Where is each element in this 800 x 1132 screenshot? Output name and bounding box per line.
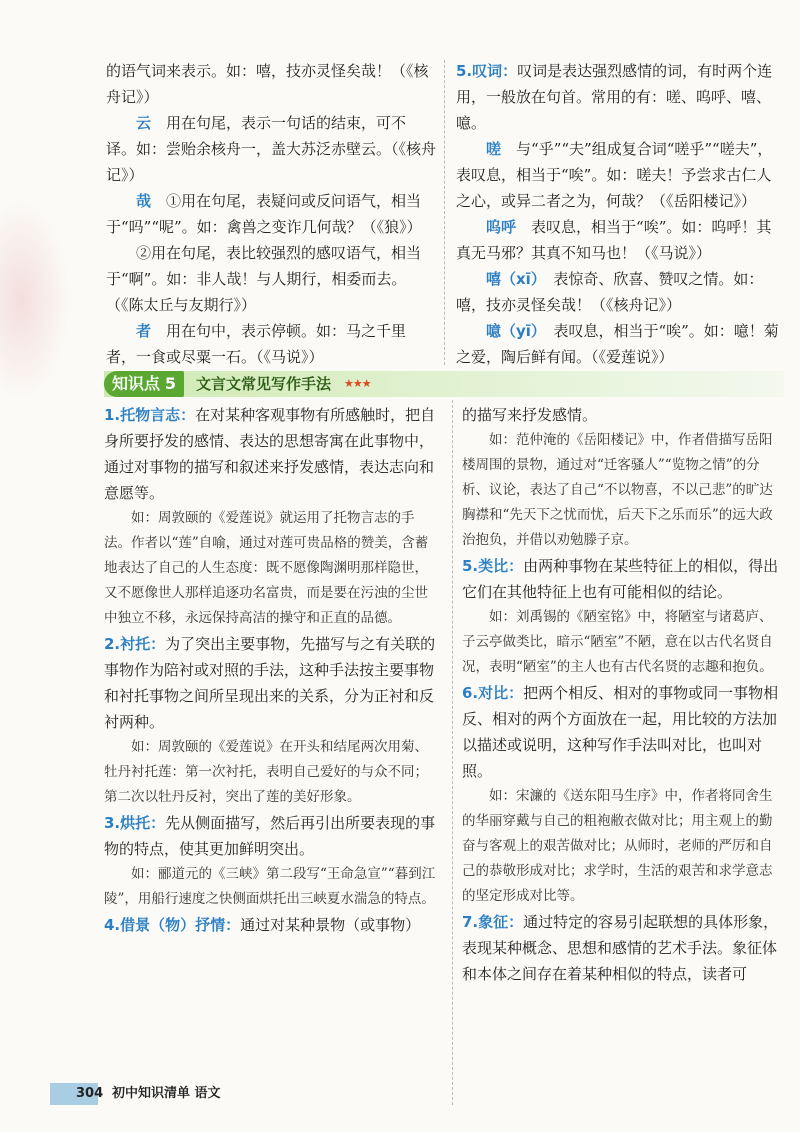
- section-item: [462, 680, 784, 784]
- keyword-term: 嘻（xī）: [486, 270, 539, 288]
- section-text: 叹词是表达强烈感情的词，有时两个连用，一般放在句首。常用的有：嗟、呜呼、嘻、噫。: [456, 62, 773, 132]
- paragraph: [456, 266, 786, 318]
- example-paragraph: 如：郦道元的《三峡》第二段写“王命急宣”“暮到江陵”，用船行速度之快侧面烘托出三峡夏水湍急的特点。: [104, 866, 436, 907]
- section-text: 在对某种客观事物有所感触时，把自身所要抒发的感情、表达的思想寄寓在此事物中，通过对事物的描写和叙述来抒发感情，表达志向和意愿等。: [104, 406, 436, 502]
- paragraph: [106, 110, 436, 188]
- section-text: 通过对某种景物（或事物）: [240, 916, 421, 934]
- section-heading: 3.烘托：: [104, 814, 166, 832]
- top-right-column: [456, 58, 786, 370]
- keyword-term: 嗟: [486, 140, 502, 158]
- keyword-term: 云: [136, 114, 152, 132]
- column-divider: [452, 400, 453, 1105]
- section-title: 文言文常见写作手法: [196, 375, 332, 393]
- section-item: [104, 810, 440, 862]
- section-item: [462, 909, 784, 987]
- section-text: 由两种事物在某些特征上的相似，得出它们在其他特征上也有可能相似的结论。: [462, 557, 779, 601]
- paragraph-text: 与“乎”“夫”组成复合词“嗟乎”“嗟夫”，表叹息，相当于“唉”。如：嗟夫！予尝求古仁人之心，或异二者之为，何哉？（《岳阳楼记》）: [456, 140, 773, 210]
- section-text: 先从侧面描写，然后再引出所要表现的事物的特点，使其更加鲜明突出。: [104, 814, 436, 858]
- example-paragraph: 如：范仲淹的《岳阳楼记》中，作者借描写岳阳楼周围的景物，通过对“迁客骚人”“览物之情”的分析、议论，表达了自己“不以物喜，不以己悲”的旷达胸襟和“先天下之忧而忧，后天下之乐而乐”的远大政治抱负，并借以劝勉滕子京。: [462, 432, 773, 548]
- book-title: 初中知识清单 语文: [112, 1086, 221, 1101]
- paragraph: 的描写来抒发感情。: [462, 406, 598, 424]
- paragraph-text: 用在句中，表示停顿。如：马之千里者，一食或尽粟一石。（《马说》）: [106, 322, 407, 366]
- section-item: [104, 912, 440, 938]
- bottom-right-column: [462, 402, 784, 987]
- section-item: [456, 58, 786, 136]
- section-heading: 2.衬托：: [104, 635, 166, 653]
- bottom-left-column: [104, 402, 440, 938]
- section-item: [462, 553, 784, 605]
- paragraph: [456, 136, 786, 214]
- example-paragraph: 如：周敦颐的《爱莲说》在开头和结尾两次用菊、牡丹衬托莲：第一次衬托，表明自己爱好的与众不同；第二次以牡丹反衬，突出了莲的美好形象。: [104, 739, 428, 805]
- section-heading: 4.借景（物）抒情：: [104, 916, 241, 934]
- column-divider: [444, 60, 445, 365]
- section-item: [104, 631, 440, 735]
- keyword-term: 呜呼: [486, 218, 517, 236]
- example-paragraph: 如：刘禹锡的《陋室铭》中，将陋室与诸葛庐、子云亭做类比，暗示“陋室”不陋，意在以古代名贤自况，表明“陋室”的主人也有古代名贤的志趣和抱负。: [462, 609, 773, 675]
- keyword-term: 哉: [136, 192, 152, 210]
- paragraph: [456, 214, 786, 266]
- badge-number: 5: [164, 374, 177, 393]
- paragraph-text: 表惊奇、欣喜、赞叹之情。如：嘻，技亦灵怪矣哉！（《核舟记》）: [456, 270, 764, 314]
- example-paragraph: 如：周敦颐的《爱莲说》就运用了托物言志的手法。作者以“莲”自喻，通过对莲可贵品格的赞美，含蓄地表达了自己的人生态度：既不愿像陶渊明那样隐世，又不愿像世人那样追逐功名富贵，而是要在污浊的尘世中独立不移，永远保持高洁的操守和正直的品德。: [104, 510, 429, 626]
- section-heading: 1.托物言志：: [104, 406, 196, 424]
- paragraph-text: ①用在句尾，表疑问或反问语气，相当于“吗”“呢”。如：禽兽之变诈几何哉？（《狼》）: [106, 192, 422, 236]
- section-text: 通过特定的容易引起联想的具体形象，表现某种概念、思想和感情的艺术手法。象征体和本体之间存在着某种相似的特点，读者可: [462, 913, 779, 983]
- section-text: 为了突出主要事物，先描写与之有关联的事物作为陪衬或对照的手法，这种手法按主要事物和衬托事物之间所呈现出来的关系，分为正衬和反衬两种。: [104, 635, 436, 731]
- paragraph: [106, 318, 436, 370]
- paragraph: [456, 318, 786, 370]
- side-decoration: [0, 200, 70, 400]
- example-paragraph: 如：宋濂的《送东阳马生序》中，作者将同舍生的华丽穿戴与自己的粗袍敝衣做对比；用主观上的勤奋与客观上的艰苦做对比；从师时，老师的严厉和自己的恭敬形成对比；求学时，生活的艰苦和求学意志的坚定形成对比等。: [462, 788, 773, 904]
- page-number: 304: [76, 1086, 104, 1101]
- difficulty-stars: ★★★: [344, 377, 371, 390]
- badge-prefix: 知识点: [111, 374, 160, 393]
- paragraph-text: 用在句尾，表示一句话的结束，可不译。如：尝贻余核舟一，盖大苏泛赤壁云。（《核舟记》）: [106, 114, 437, 184]
- knowledge-point-badge: [104, 371, 184, 397]
- section-heading: 7.象征：: [462, 913, 524, 931]
- section-item: [104, 402, 440, 506]
- section-text: 把两个相反、相对的事物或同一事物相反、相对的两个方面放在一起，用比较的方法加以描述或说明，这种写作手法叫对比，也叫对照。: [462, 684, 779, 780]
- section-heading: 5.叹词：: [456, 62, 518, 80]
- paragraph: [106, 188, 436, 240]
- section-heading: 6.对比：: [462, 684, 524, 702]
- paragraph-text: 表叹息，相当于“唉”。如：呜呼！其真无马邪？其真不知马也！（《马说》）: [456, 218, 772, 262]
- paragraph: ②用在句尾，表比较强烈的感叹语气，相当于“啊”。如：非人哉！与人期行，相委而去。（《陈太丘与友期行》）: [106, 244, 422, 314]
- keyword-term: 者: [136, 322, 152, 340]
- section-heading: 5.类比：: [462, 557, 524, 575]
- paragraph: 的语气词来表示。如：嘻，技亦灵怪矣哉！（《核舟记》）: [106, 62, 429, 106]
- top-left-column: [106, 58, 436, 370]
- paragraph-text: 表叹息，相当于“唉”。如：噫！菊之爱，陶后鲜有闻。（《爱莲说》）: [456, 322, 779, 366]
- keyword-term: 噫（yī）: [486, 322, 539, 340]
